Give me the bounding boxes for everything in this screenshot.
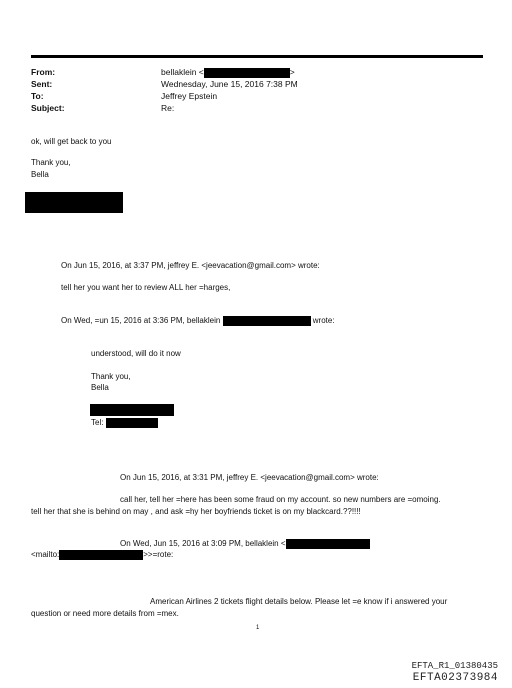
header-rule [31,55,483,58]
reply-signature: Bella [31,170,49,179]
subject-value: Re: [161,103,175,113]
quote2-intro-start: On Wed, =un 15, 2016 at 3:36 PM, bellaklein [61,316,221,326]
quote4-mailto [31,550,173,560]
quote3-body-line1: call her, tell her =here has been some fraud on my account. so new numbers are =omoing. [120,495,441,504]
quote1-body: tell her you want her to review ALL her =harges, [61,283,231,292]
quote4-body-line1: American Airlines 2 tickets flight details below. Please let =e know if i answered your [150,597,448,606]
redaction-box [90,404,174,416]
quote2-thanks: Thank you, [91,372,131,381]
from-name: bellaklein < [161,67,204,77]
sent-value: Wednesday, June 15, 2016 7:38 PM [161,79,298,89]
sent-label: Sent: [31,79,53,89]
quote3-body-line2: tell her that she is behind on may , and ask =hy her boyfriends ticket is on my blackcard.??!!!! [31,507,361,516]
redaction-box [59,550,143,560]
mailto-label: <mailto: [31,550,60,560]
quote4-intro-start: On Wed, Jun 15, 2016 at 3:09 PM, bellaklein < [120,539,286,549]
to-label: To: [31,91,44,101]
from-end: > [289,67,295,77]
subject-label: Subject: [31,103,65,113]
quote2-tel [91,418,158,428]
quote2-signature: Bella [91,383,109,392]
from-value [161,67,295,78]
redaction-box [286,539,370,549]
mailto-end: >>=rote: [143,550,174,560]
from-label: From: [31,67,56,77]
page-number: 1 [256,625,260,631]
document-id-primary: EFTA_R1_01380435 [411,661,498,671]
to-value: Jeffrey Epstein [161,91,218,101]
quote4-body-line2: question or need more details from =mex. [31,609,179,618]
redaction-box [25,192,123,213]
redaction-box [204,68,290,78]
redaction-box [223,316,311,326]
tel-label: Tel: [91,418,104,428]
document-id-secondary: EFTA02373984 [412,672,498,684]
redaction-box [106,418,158,428]
quote2-body: understood, will do it now [91,349,181,358]
quote1-intro: On Jun 15, 2016, at 3:37 PM, jeffrey E. <jeevacation@gmail.com> wrote: [61,261,320,270]
quote2-intro [61,316,335,326]
quote3-intro: On Jun 15, 2016, at 3:31 PM, jeffrey E. <jeevacation@gmail.com> wrote: [120,473,379,482]
quote4-intro [120,539,370,549]
quote2-intro-end: wrote: [312,316,335,326]
reply-line: ok, will get back to you [31,137,112,146]
reply-thanks: Thank you, [31,158,71,167]
